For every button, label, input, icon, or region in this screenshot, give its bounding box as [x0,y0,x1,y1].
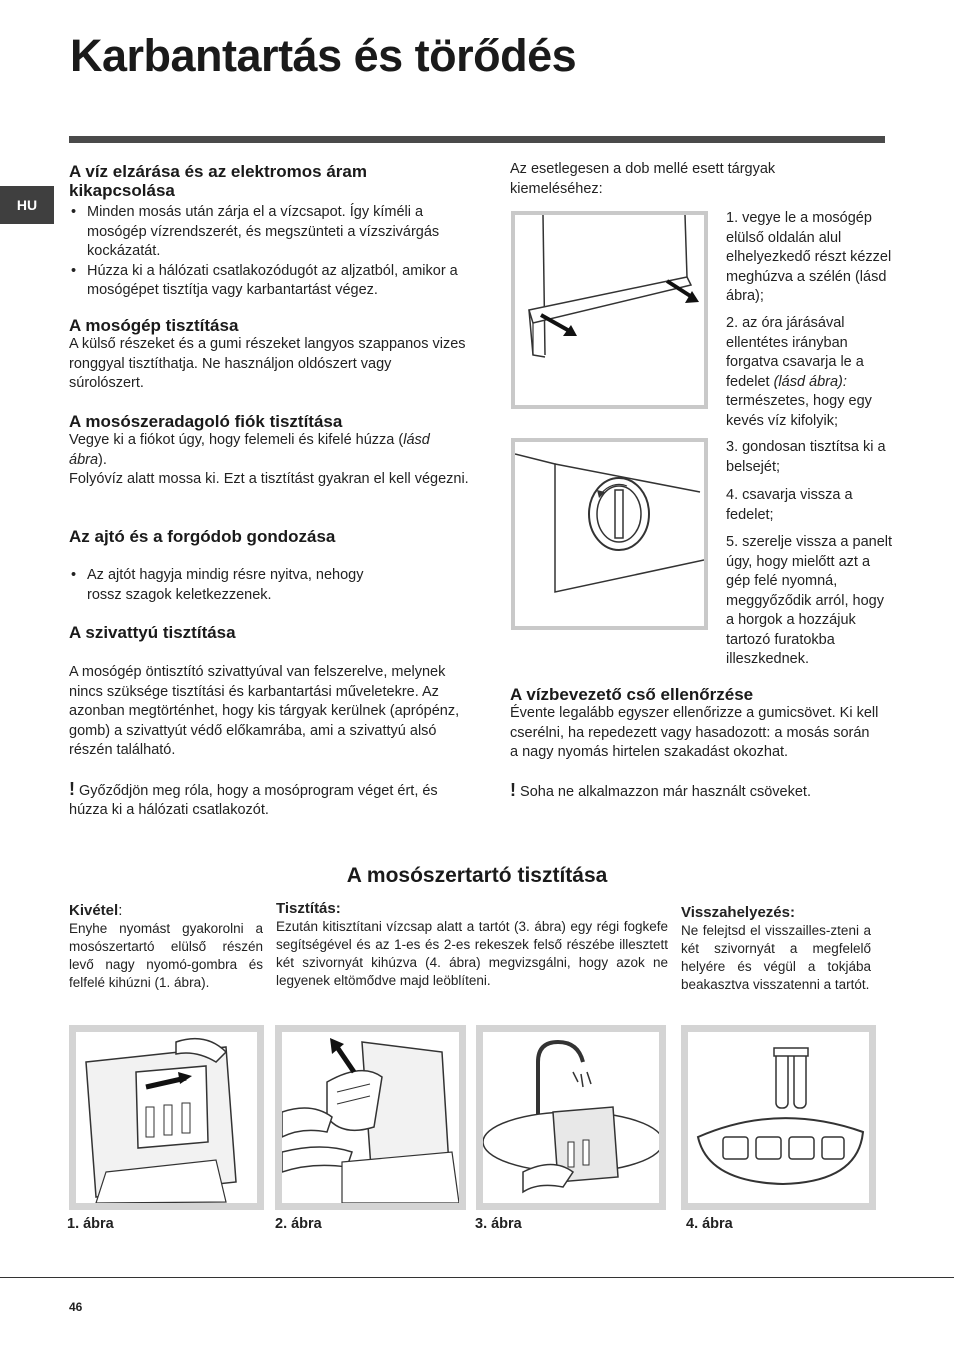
paragraph: A külső részeket és a gumi részeket langyos szappanos vizes ronggyal tisztíthatja. Ne használjon oldószert vagy súrolószert. [69,336,466,391]
section-water-power [69,162,469,301]
rinse-illustration [483,1032,659,1203]
step-text: 2. az óra járásával ellentétes irányban forgatva csavarja le a fedelet [726,315,864,390]
page-number: 46 [69,1300,83,1314]
text-run-italic: lásd ábra [69,432,430,468]
section-title: A mosószeradagoló fiók tisztítása [69,412,343,431]
warning-text: Soha ne alkalmazzon már használt csöveket. [520,783,811,800]
block-title: Visszahelyezés: [681,904,795,921]
siphons-illustration [688,1032,869,1203]
figure-caption: 1. ábra [67,1216,114,1232]
section-door-drum [69,527,469,605]
list-item: • Minden mosás után zárja el a vízcsapot. Így kíméli a mosógép vízrendszerét, és megszünteti a vízszivárgás kockázatát. [69,203,469,262]
list-item: • Húzza ki a hálózati csatlakozódugót az aljzatból, amikor a mosógépet tisztítja vagy karbantartást végez. [69,262,469,301]
block-text: Ezután kitisztítani vízcsap alatt a tartót (3. ábra) egy régi fogkefe segítségével és az 1-es és 2-es rekeszek felső részébe illesztett két szivornyát kihúzva (4. ábra) megvizsgálni, hogy azok ne legyenek eltömődve majd leöblíteni. [276,919,668,988]
step-text: természetes, hogy egy kevés víz kifolyik; [726,393,872,429]
figure-caption: 2. ábra [275,1216,322,1232]
figure-caption: 3. ábra [475,1216,522,1232]
bullet-list [69,203,469,301]
figure-4-siphons [681,1025,876,1210]
section-inlet-hose [510,685,880,802]
step-text: 4. csavarja vissza a fedelet; [726,487,853,523]
bullet-list [69,566,399,605]
step-3 [726,438,896,477]
warning-icon: ! [69,778,75,799]
paragraph: Évente legalább egyszer ellenőrizze a gumicsövet. Ki kell cserélni, ha repedezett vagy hasadozott: a mosás során a nagy nyomás hirtelen szakadást okozhat. [510,705,879,760]
block-title-text: Kivétel [69,902,119,919]
figure-3-rinse-under-tap [476,1025,666,1210]
step-2 [726,314,896,431]
step-text-italic: (lásd ábra): [773,373,847,390]
section-drawer-cleaning [69,412,469,490]
panel-removal-illustration [515,215,704,405]
section-title-dispenser: A mosószertartó tisztítása [346,864,608,887]
text-run: ). [98,451,107,468]
figure-1-drawer-press [69,1025,264,1210]
block-text: Enyhe nyomást gyakorolni a mosószertartó elülső részén levő nagy nyomó-gombra és felfelé kihúzni (1. ábra). [69,921,263,990]
footer-divider [0,1277,954,1278]
block-title-colon: : [118,902,123,919]
section-title: A vízbevezető cső ellenőrzése [510,685,754,704]
step-1 [726,209,896,307]
paragraph [69,431,469,470]
paragraph: Az esetlegesen a dob mellé esett tárgyak kiemeléséhez: [510,161,776,197]
section-title: A mosógép tisztítása [69,316,239,335]
warning-text: Győződjön meg róla, hogy a mosóprogram véget ért, és húzza ki a hálózati csatlakozót. [69,782,438,818]
warning-note [510,781,880,803]
title-divider [69,136,885,143]
step-5 [726,533,896,670]
drawer-lift-illustration [282,1032,459,1203]
warning-icon: ! [510,779,516,800]
section-pump-cleaning [69,623,469,821]
step-text: 1. vegye le a mosógép elülső oldalán alul elhelyezkedő részt kézzel meghúzva a szélén (lásd ábra); [726,210,892,304]
panel-removal-figure [511,211,708,409]
section-title: A víz elzárása és az elektromos áram kikapcsolása [69,162,367,200]
paragraph: A mosógép öntisztító szivattyúval van felszerelve, melynek nincs szüksége tisztítási és karbantartási műveletekre. Az azonban megtörténhet, hogy kis tárgyak kerülnek (aprópénz, gomb) a szivattyút védő előkamrába, ami a szivattyú alsó részén található. [69,664,460,758]
block-title: Tisztítás: [276,900,341,917]
pump-cover-illustration [515,442,704,626]
pump-cover-figure [511,438,708,630]
figure-caption: 4. ábra [686,1216,733,1232]
section-title: A szivattyú tisztítása [69,623,236,642]
block-text: Ne felejtsd el visszailles-zteni a két szivornyát a megfelelő helyére és végül a tokjába beakasztva visszatenni a tartót. [681,923,871,992]
paragraph: Folyóvíz alatt mossa ki. Ezt a tisztítást gyakran el kell végezni. [69,471,469,487]
step-text: 3. gondosan tisztítsa ki a belsejét; [726,439,886,475]
block-title [69,902,263,920]
text-run: Vegye ki a fiókot úgy, hogy felemeli és kifelé húzza ( [69,432,404,448]
section-machine-cleaning [69,316,469,394]
warning-note [69,780,469,821]
cleaning-block [276,900,668,990]
pump-intro [510,160,810,199]
section-title: Az ajtó és a forgódob gondozása [69,527,336,546]
replacement-block [681,904,871,994]
removal-block [69,902,263,992]
page-title: Karbantartás és törődés [70,30,577,81]
figure-2-drawer-lift [275,1025,466,1210]
step-text: 5. szerelje vissza a panelt úgy, hogy mielőtt azt a gép felé nyomná, meggyőződik arról, hogy a horgok a hozzájuk tartozó furatokba illeszkednek. [726,534,893,667]
language-tab: HU [0,186,54,224]
step-4 [726,486,896,525]
list-item: • Az ajtót hagyja mindig résre nyitva, nehogy rossz szagok keletkezzenek. [69,566,399,605]
drawer-press-illustration [76,1032,257,1203]
